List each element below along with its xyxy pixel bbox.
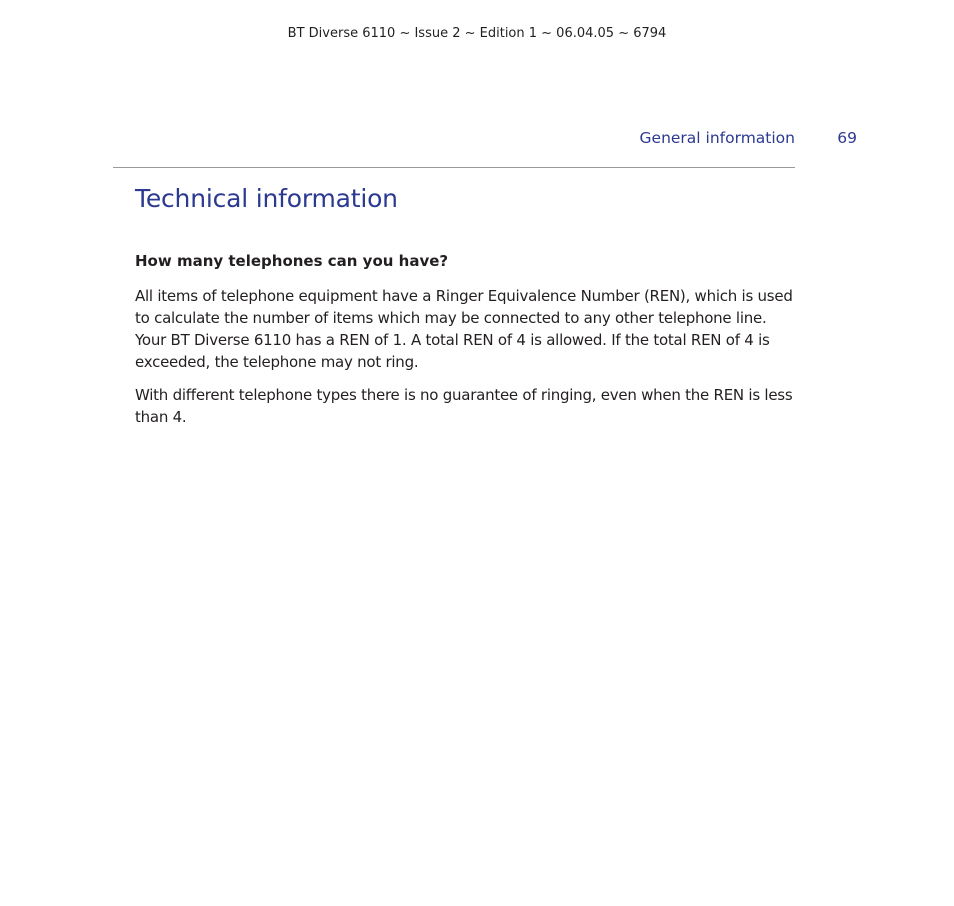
document-header: BT Diverse 6110 ~ Issue 2 ~ Edition 1 ~ 06.04.05 ~ 6794 (287, 26, 667, 41)
subheading: How many telephones can you have? (135, 252, 449, 270)
paragraph: All items of telephone equipment have a Ringer Equivalence Number (REN), which is used to calculate the number of items which may be connected to any other telephone line. Your BT Diverse 6110 has a REN of 1. A total REN of 4 is allowed. If the total REN of 4 is exceeded, the telephone may not ring. (135, 287, 793, 371)
page-number: 69 (837, 129, 857, 147)
header-divider (113, 167, 795, 168)
paragraph: With different telephone types there is no guarantee of ringing, even when the REN is less than 4. (135, 386, 793, 426)
section-body (135, 250, 800, 439)
section-title: Technical information (135, 184, 398, 213)
running-head-section: General information (639, 129, 795, 147)
